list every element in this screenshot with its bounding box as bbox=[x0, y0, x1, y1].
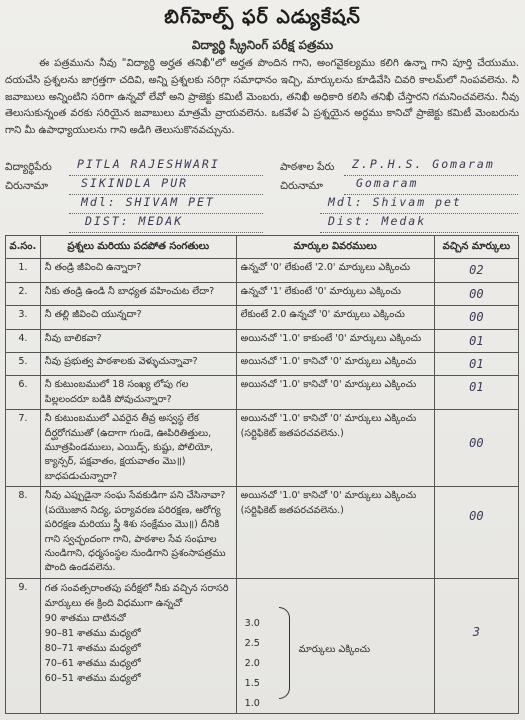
marks-obtained-cell[interactable]: 00 bbox=[434, 410, 518, 487]
school-address-field-3[interactable]: Dist: Medak bbox=[280, 214, 518, 234]
student-address-field-2[interactable]: Mdl: SHIVAM PET bbox=[5, 195, 265, 215]
marks-obtained-cell[interactable]: 01 bbox=[434, 353, 518, 376]
marks-obtained-cell[interactable]: 00 bbox=[434, 487, 518, 578]
table-row: 2. నీకు తండ్రి ఉండి నీ బాధ్యత వహించుట లేదా? ఉన్నచో '1' లేకుంటే '0' మార్కులు ఎక్కించు 00 bbox=[6, 282, 519, 305]
table-row: 3. నీ తల్లి జీవించి యున్నదా? లేకుంటే 2.0 ఉన్నచో '0' మార్కులు ఎక్కించు 00 bbox=[6, 306, 519, 329]
student-address-field-1[interactable]: చిరునామా SIKINDLA PUR bbox=[5, 176, 265, 196]
instructions-paragraph: ఈ పత్రమును నీవు "విద్యార్థి అర్హత తనిఖీ"లో అర్హత పొందిన గాని, అంగవైకల్యము కలిగి ఉన్నా గాని పూర్తి చేయుము. దయచేసి ప్రశ్నలను జాగ్రత్తగా చదివి, అన్ని ప్రశ్నలకు సరిగ్గా సమాధానం ఇచ్చి, మార్కులను కూడివేసి చివరి కాలమ్‌లో నింపవలెను. నీ జవాబులు అన్నింటిని సరిగా ఉన్నవో లేవో అని ప్రాజెక్టు కమిటీ మెంబరు, తనిఖీ అధికారి కలిసి తనిఖీ చేస్తారని గమనించవలెను. నీవు తెలుసుకున్నంత వరకు సరియైన జవాబులు మాత్రమే వ్రాయవలెను. ఒకవేళ ఏ ప్రశ్నయైన అర్ధము కానిచో ప్రాజెక్టు కమిటీ మెంబరును గాని మీ ఉపాధ్యాయులను గాని అడిగి తెలుసుకొనవచ్చును. bbox=[5, 58, 519, 137]
column-header-marks-details: మార్కుల వివరములు bbox=[236, 236, 434, 259]
brace-icon bbox=[279, 607, 290, 699]
column-header-sno: వ.సం. bbox=[6, 236, 41, 259]
student-name-field[interactable]: విద్యార్థిపేరు PITLA RAJESHWARI bbox=[5, 157, 265, 177]
school-address-field-2[interactable]: Mdl: Shivam pet bbox=[280, 195, 518, 215]
score-tier-list: గత సంవత్సరాంతపు పరీక్షలో నీకు వచ్చిన సరాసరి మార్కులు ఈ క్రింది విధముగా ఉన్నచో 90 శాతము దాటినచో 90–81 శాతము మధ్యలో 80–71 శాతము మధ్యలో 70–61 శాతము మధ్యలో 60–51 శాతము మధ్యలో bbox=[44, 582, 229, 684]
table-row: 4. నీవు బాలికవా? అయినచో '1.0' కాకుంటే '0' మార్కులు ఎక్కించు 01 bbox=[6, 329, 519, 352]
student-address-field-3[interactable]: DIST: MEDAK bbox=[5, 214, 265, 234]
marks-obtained-cell[interactable]: 01 bbox=[434, 376, 518, 410]
table-row: 9. గత సంవత్సరాంతపు పరీక్షలో నీకు వచ్చిన సరాసరి మార్కులు ఈ క్రింది విధముగా ఉన్నచో 90 శాతము దాటినచో 90–81 శాతము మధ్యలో 80–71 శాతము మధ్యలో 70–61 శాతము మధ్యలో 60–51 శాతము మధ్యలో 3.0 2.5 2.0 1.5 1.0 మార్కులు ఎక్కించు 3 bbox=[6, 578, 519, 713]
school-address-field-1[interactable]: చిరునామా Gomaram bbox=[280, 176, 518, 196]
marks-obtained-cell[interactable]: 02 bbox=[434, 259, 518, 282]
marks-obtained-cell[interactable]: 00 bbox=[434, 306, 518, 329]
marks-obtained-cell[interactable]: 3 bbox=[434, 578, 518, 713]
marks-obtained-cell[interactable]: 01 bbox=[434, 329, 518, 352]
table-header-row bbox=[6, 236, 519, 259]
table-row: 1. నీ తండ్రి జీవించి ఉన్నారా? ఉన్నచో '0' లేకుంటే '2.0' మార్కులు ఎక్కించు 02 bbox=[6, 259, 519, 282]
form-title: బిగ్‌హెల్ప్ ఫర్ ఎడ్యుకేషన్ bbox=[164, 6, 361, 28]
form-subtitle: విద్యార్థి స్క్రీనింగ్ పరీక్ష పత్రము bbox=[191, 38, 334, 52]
table-row: 5. నీవు ప్రభుత్వ పాఠశాలకు వెళ్ళుచున్నావా? అయినచో '1.0' కానిచో '0' మార్కులు ఎక్కించు 01 bbox=[6, 353, 519, 376]
school-name-field[interactable]: పాఠశాల పేరు Z.P.H.S. Gomaram bbox=[280, 157, 518, 177]
marks-scale: 3.0 2.5 2.0 1.5 1.0 మార్కులు ఎక్కించు bbox=[241, 581, 430, 711]
marks-obtained-cell[interactable]: 00 bbox=[434, 282, 518, 305]
table-row: 6. నీ కుటుంబములో 18 సంఖ్య లోపు గల పిల్లలందరూ బడికి పోవుచున్నారా? అయినచో '1.0' కానిచో '0' మార్కులు ఎక్కించు 01 bbox=[6, 376, 519, 410]
screening-table bbox=[5, 235, 519, 714]
column-header-marks-obtained: వచ్చిన మార్కులు bbox=[434, 236, 518, 259]
table-row: 7. నీ కుటుంబములో ఎవరైన తీవ్ర అస్వస్థ లేక దీర్ఘరోగముతో (ఉదాగా గుండె, ఊపిరితిత్తులు, మూత్రపిండములు, ఎయిడ్స్, కుష్టు, పోలియో, క్యాన్సర్, పక్షవాతం, క్షయవాతం మొ॥) బాధపడుచున్నారా? అయినచో '1.0' కానిచో '0' మార్కులు ఎక్కించు (సర్టిఫికెట్ జతపరచవలెను.) 00 bbox=[6, 410, 519, 487]
column-header-questions: ప్రశ్నలు మరియు పదపోత సంగతులు bbox=[40, 236, 236, 259]
table-row: 8. నీవు ఎప్పుడైనా సంఘ సేవకుడిగా పని చేసినావా? (పయొజాన నిద్య, పర్యావరణ పరిరక్షణ, ఆరోగ్య పరిరక్షణ మరియు స్త్రీ శిశు సంక్షేమం మొ॥) దీనికి గాని స్వచ్ఛందంగా గాని, పాఠశాల సేవ సంఘాల నుండిగాని, ధర్మసంస్థల నుండిగాని ప్రశంసాపత్రము పొంది ఉండవలెను. అయినచో '1.0' కానిచో '0' మార్కులు ఎక్కించు (సర్టిఫికెట్ జతపరచవలెను.) 00 bbox=[6, 487, 519, 578]
